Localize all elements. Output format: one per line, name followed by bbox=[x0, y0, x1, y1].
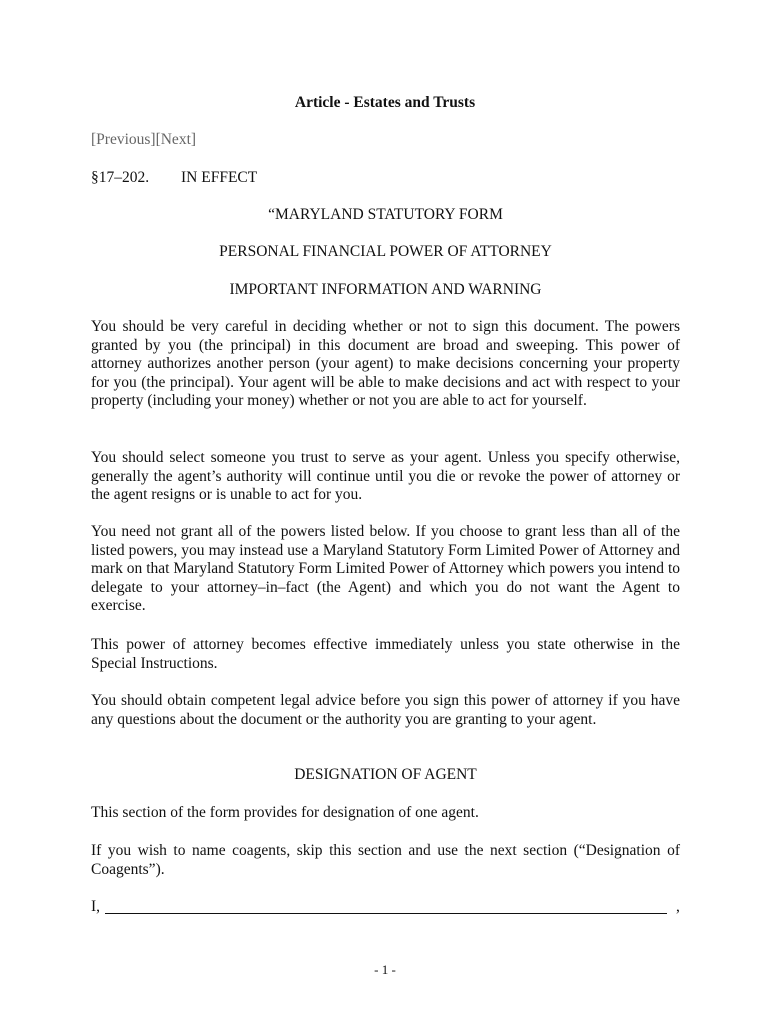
warning-heading: IMPORTANT INFORMATION AND WARNING bbox=[229, 281, 542, 298]
next-link[interactable]: [Next] bbox=[155, 131, 197, 148]
document-title: Article - Estates and Trusts bbox=[294, 94, 476, 111]
paragraph-warning: You should be very careful in deciding whether or not to sign this document. The powers granted by you (the principal) in this document are broad and sweeping. This power of attorney authorizes another person (your agent) to make decisions concerning your property for you (the principal). Your agent will be able to make decisions and act with respect to your property (including your money) whether or not you are able to act for yourself. bbox=[91, 318, 680, 409]
signature-prefix: I, bbox=[91, 898, 101, 915]
section-number: §17–202. bbox=[91, 169, 150, 186]
designation-heading: DESIGNATION OF AGENT bbox=[294, 766, 477, 783]
form-heading: “MARYLAND STATUTORY FORM bbox=[268, 206, 503, 223]
signature-suffix: , bbox=[676, 898, 680, 915]
navigation-links bbox=[91, 131, 196, 149]
name-blank-field[interactable] bbox=[105, 913, 667, 914]
previous-link[interactable]: [Previous] bbox=[91, 131, 156, 148]
section-header bbox=[91, 169, 257, 187]
paragraph-effective: This power of attorney becomes effective immediately unless you state otherwise in the Special Instructions. bbox=[91, 636, 680, 672]
paragraph-legal-advice: You should obtain competent legal advice before you sign this power of attorney if you have any questions about the document or the authority you are granting to your agent. bbox=[91, 692, 680, 728]
paragraph-agent-selection: You should select someone you trust to serve as your agent. Unless you specify otherwise, generally the agent’s authority will continue until you die or revoke the power of attorney or the agent resigns or is unable to act for you. bbox=[91, 449, 680, 503]
section-status: IN EFFECT bbox=[181, 169, 258, 186]
paragraph-powers: You need not grant all of the powers listed below. If you choose to grant less than all of the listed powers, you may instead use a Maryland Statutory Form Limited Power of Attorney and mark on that Maryland Statutory Form Limited Power of Attorney which powers you intend to delegate to your attorney–in–fact (the Agent) and which you do not want the Agent to exercise. bbox=[91, 523, 680, 614]
paragraph-designation: This section of the form provides for designation of one agent. bbox=[91, 804, 479, 821]
paragraph-coagents: If you wish to name coagents, skip this section and use the next section (“Designation of Coagents”). bbox=[91, 842, 680, 878]
page-number: - 1 - bbox=[374, 962, 396, 977]
form-subheading: PERSONAL FINANCIAL POWER OF ATTORNEY bbox=[219, 243, 552, 260]
agent-name-line bbox=[91, 898, 691, 918]
